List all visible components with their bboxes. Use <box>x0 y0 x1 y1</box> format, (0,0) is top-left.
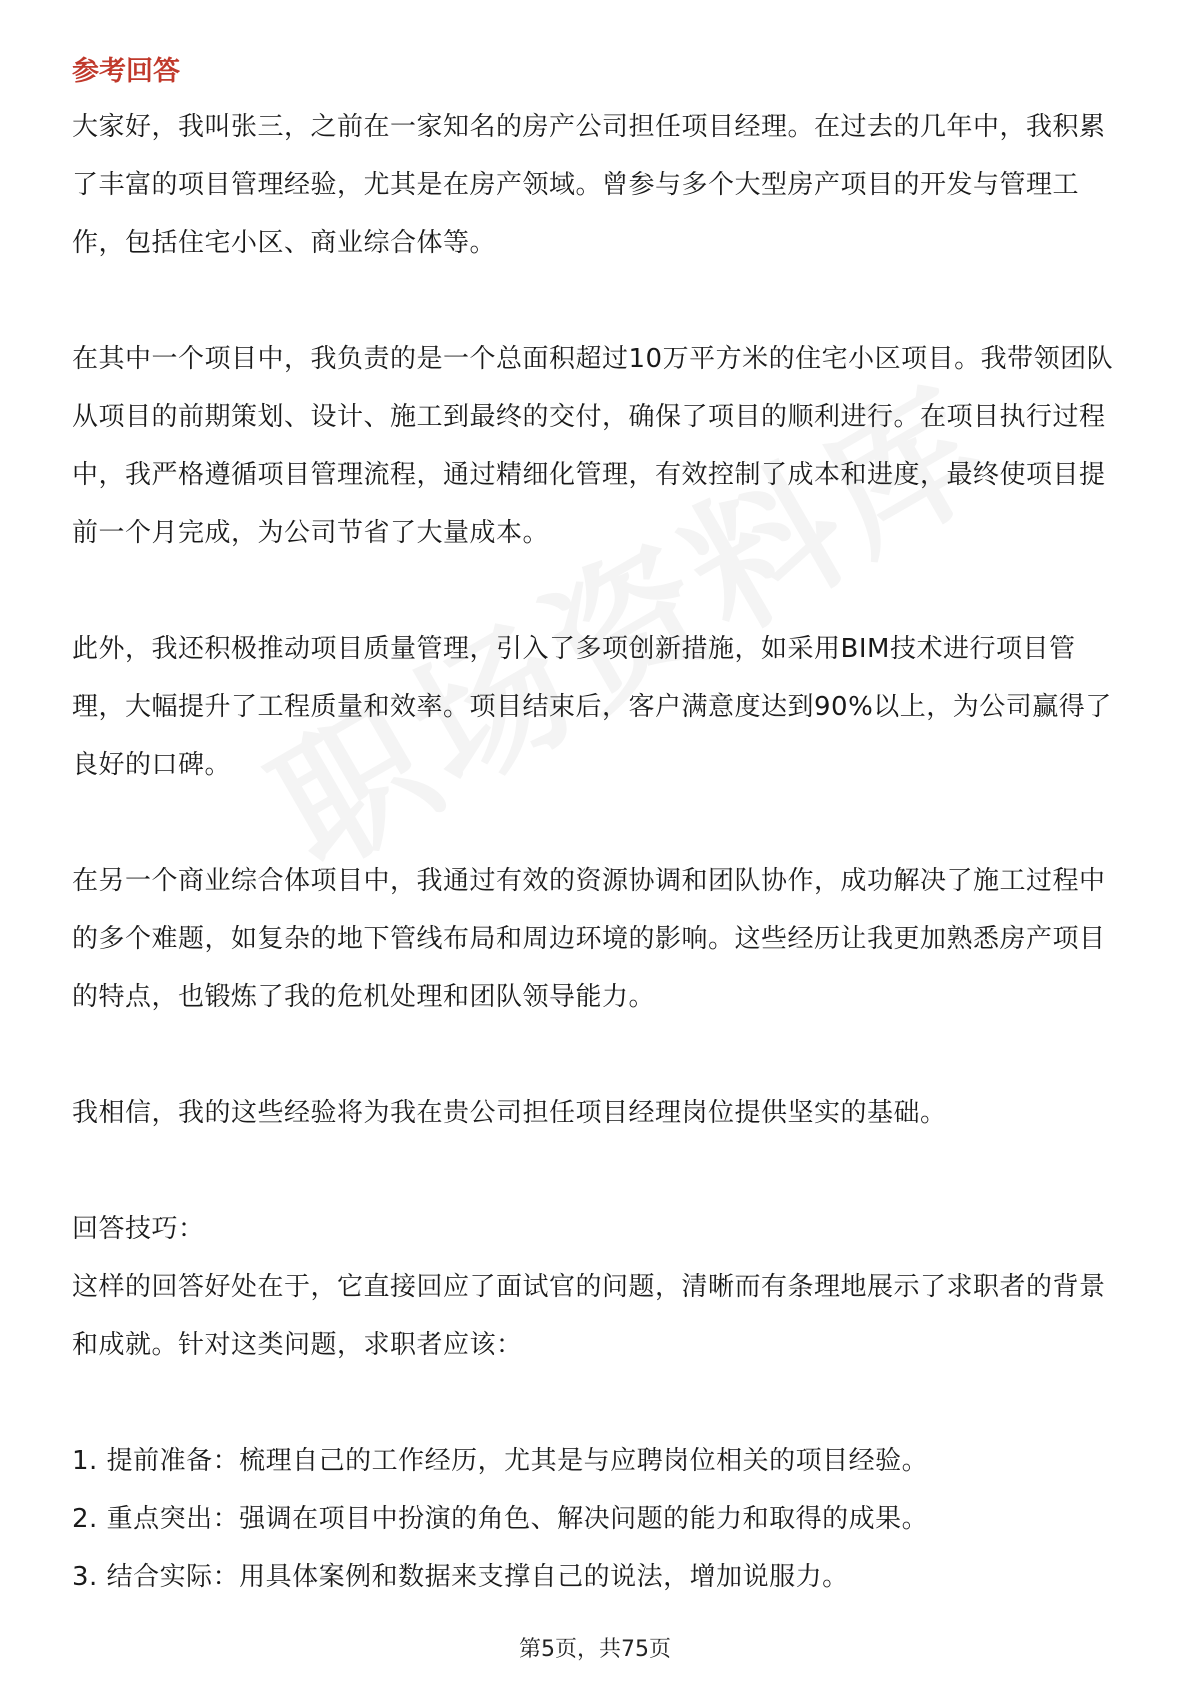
page-number: 第5页，共75页 <box>519 1637 671 1662</box>
answer-paragraph-1: 大家好，我叫张三，之前在一家知名的房产公司担任项目经理。在过去的几年中，我积累了丰富的项目管理经验，尤其是在房产领域。曾参与多个大型房产项目的开发与管理工作，包括住宅小区、商业综合体等。 <box>72 112 1106 258</box>
answer-paragraph-4: 在另一个商业综合体项目中，我通过有效的资源协调和团队协作，成功解决了施工过程中的多个难题，如复杂的地下管线布局和周边环境的影响。这些经历让我更加熟悉房产项目的特点，也锻炼了我的危机处理和团队领导能力。 <box>72 866 1106 1012</box>
section-title: 参考回答 <box>72 56 180 87</box>
answer-paragraph-5: 我相信，我的这些经验将为我在贵公司担任项目经理岗位提供坚实的基础。 <box>72 1098 947 1128</box>
tip-item-2: 2. 重点突出：强调在项目中扮演的角色、解决问题的能力和取得的成果。 <box>72 1504 929 1534</box>
tips-title: 回答技巧： <box>72 1214 205 1244</box>
tip-item-3: 3. 结合实际：用具体案例和数据来支撑自己的说法，增加说服力。 <box>72 1562 849 1592</box>
document-body <box>72 46 1122 1606</box>
answer-paragraph-2: 在其中一个项目中，我负责的是一个总面积超过10万平方米的住宅小区项目。我带领团队从项目的前期策划、设计、施工到最终的交付，确保了项目的顺利进行。在项目执行过程中，我严格遵循项目管理流程，通过精细化管理，有效控制了成本和进度，最终使项目提前一个月完成，为公司节省了大量成本。 <box>72 344 1114 548</box>
tips-intro: 这样的回答好处在于，它直接回应了面试官的问题，清晰而有条理地展示了求职者的背景和成就。针对这类问题，求职者应该： <box>72 1272 1106 1360</box>
tip-item-1: 1. 提前准备：梳理自己的工作经历，尤其是与应聘岗位相关的项目经验。 <box>72 1446 929 1476</box>
answer-paragraph-3: 此外，我还积极推动项目质量管理，引入了多项创新措施，如采用BIM技术进行项目管理，大幅提升了工程质量和效率。项目结束后，客户满意度达到90%以上，为公司赢得了良好的口碑。 <box>72 634 1112 780</box>
